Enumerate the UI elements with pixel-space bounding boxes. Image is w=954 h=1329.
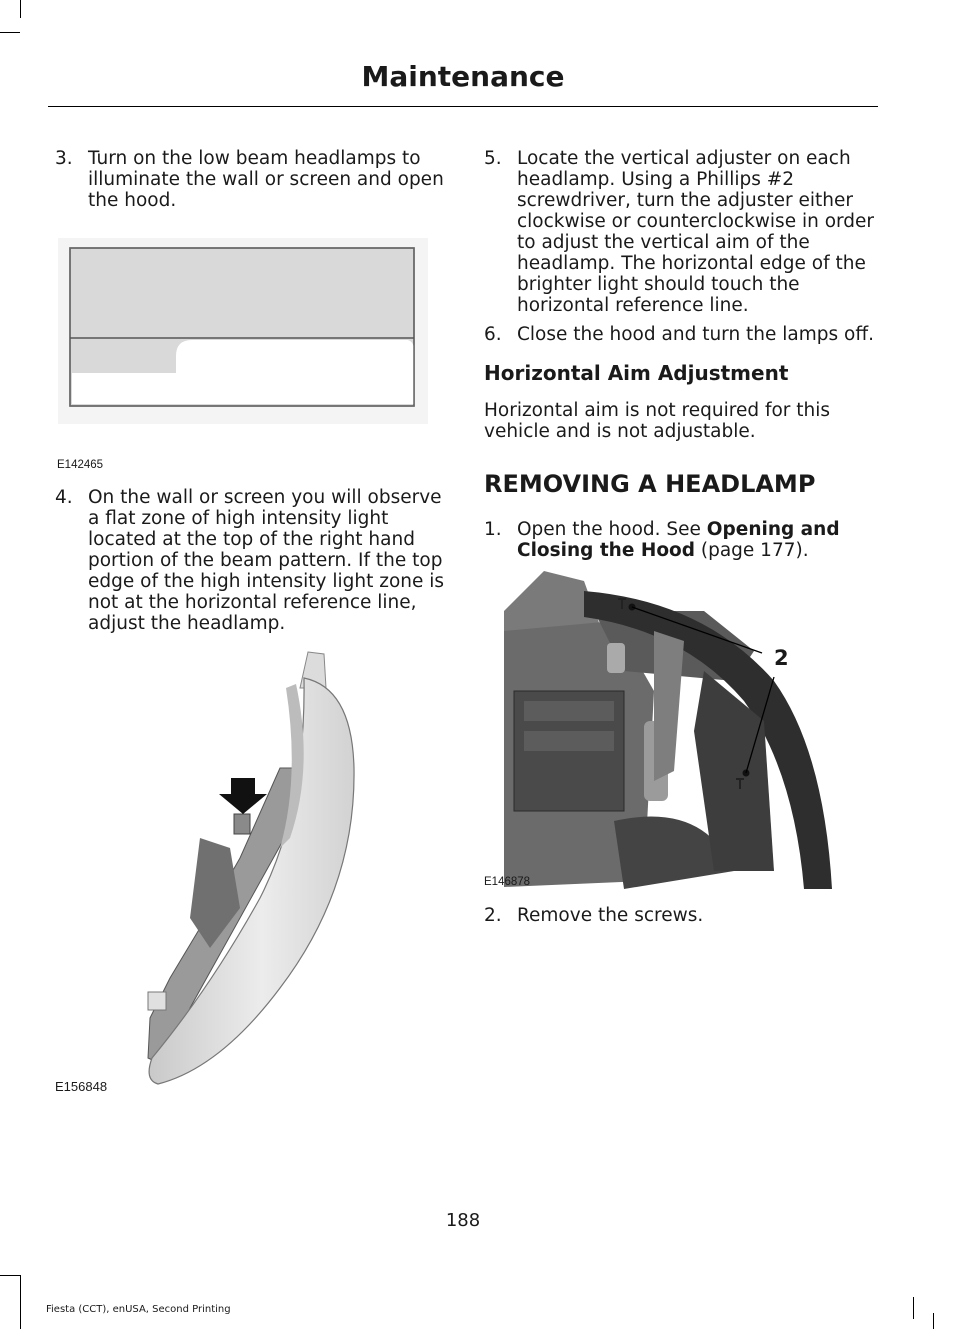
step-6 [484,324,876,346]
step-text-suffix: (page 177). [694,540,809,561]
headlamp-adjuster-figure [130,648,370,1088]
engine-bay-figure [504,571,834,889]
crop-mark [0,32,20,33]
section-heading: REMOVING A HEADLAMP [484,470,816,498]
step-number: 2. [484,905,502,926]
page-number: 188 [445,1210,481,1231]
beam-pattern-figure [58,238,428,424]
subheading: Horizontal Aim Adjustment [484,361,789,385]
step-5 [484,148,876,320]
crop-mark [20,1275,21,1329]
step-text: Turn on the low beam headlamps to illuminate the wall or screen and open the hood. [88,148,444,211]
step-number: 6. [484,324,502,345]
step-text-prefix: Open the hood. See [517,519,707,540]
step-number: 4. [55,487,73,508]
step-text: Remove the screws. [517,905,704,926]
step-number: 3. [55,148,73,169]
step-text [517,519,877,561]
step-1 [484,519,876,563]
step-3 [55,148,447,214]
figure-id: E156848 [55,1079,108,1094]
figure-id: E146878 [484,876,531,888]
step-number: 1. [484,519,502,540]
header-rule [48,106,878,107]
crop-mark [0,1275,20,1276]
step-4 [55,487,447,637]
edition-footer: Fiesta (CCT), enUSA, Second Printing [46,1304,231,1315]
step-text: On the wall or screen you will observe a flat zone of high intensity light located at the top of the right hand portion of the beam pattern. If the top edge of the high intensity light zone is not at the horizontal reference line, adjust the headlamp. [88,487,445,634]
crop-mark [20,0,21,18]
step-number: 5. [484,148,502,169]
step-2 [484,905,876,927]
callout-number: 2 [774,646,789,670]
crop-mark [913,1297,914,1319]
horizontal-aim-text: Horizontal aim is not required for this vehicle and is not adjustable. [484,400,831,442]
figure-id: E142465 [57,459,104,471]
page-title: Maintenance [361,60,565,93]
step-text: Locate the vertical adjuster on each headlamp. Using a Phillips #2 screwdriver, turn the adjuster either clockwise or counterclockwise in order to adjust the vertical aim of the headlamp. The horizontal edge of the brighter light should touch the horizontal reference line. [517,148,875,316]
step-text: Close the hood and turn the lamps off. [517,324,875,345]
crop-mark [933,1313,934,1329]
cross-reference-link[interactable]: Opening and Closing the Hood [517,519,840,561]
